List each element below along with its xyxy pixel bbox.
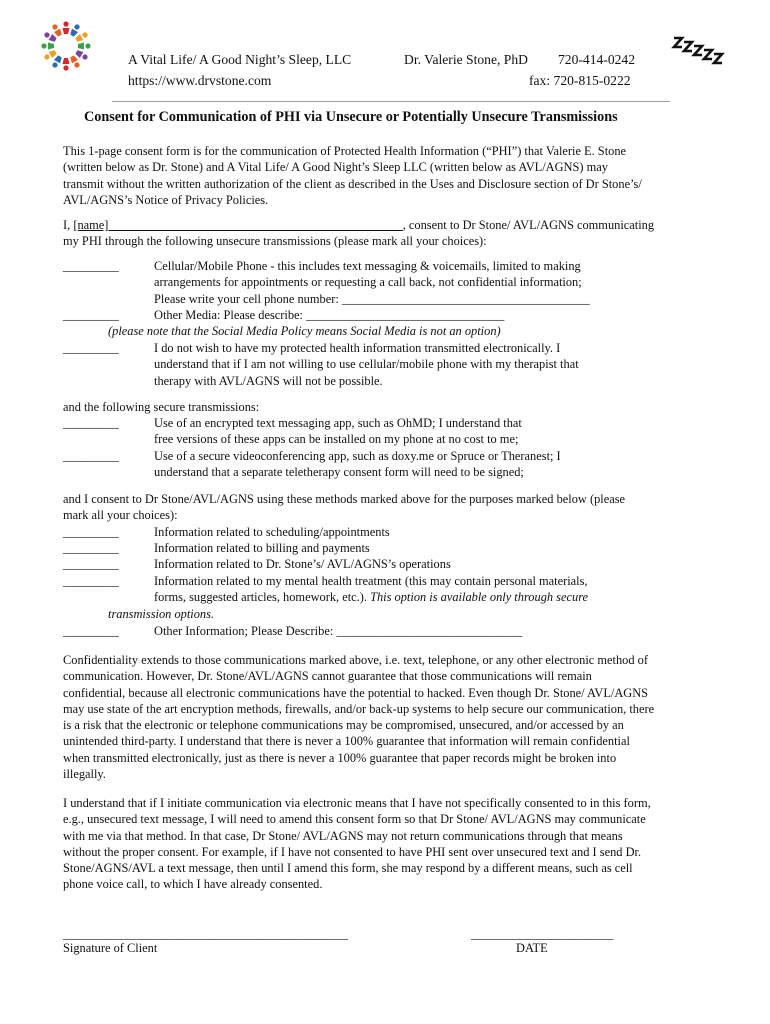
encrypted-app-checkbox[interactable]: _________ — [63, 416, 119, 430]
intro-line: (written below as Dr. Stone) and A Vital Life/ A Good Night’s Sleep LLC (written below as AVL/AGNS) may — [63, 160, 608, 175]
page-title: Consent for Communication of PHI via Unsecure or Potentially Unsecure Transmissions — [84, 109, 618, 125]
no-electronic-option — [154, 340, 579, 389]
option-line: free versions of these apps can be installed on my phone at no cost to me; — [154, 432, 519, 447]
option-line: Use of an encrypted text messaging app, such as OhMD; I understand that — [154, 416, 522, 430]
social-note-text: (please note that the Social Media Policy means Social Media is not an option) — [108, 324, 501, 338]
mental-health-option — [154, 573, 588, 606]
cell-phone-option — [154, 258, 590, 307]
purposes-line: mark all your choices): — [63, 508, 178, 523]
intro-line: This 1-page consent form is for the communication of Protected Health Information (“PHI”) that Valerie E. Stone — [63, 144, 627, 158]
logo-person-figure — [63, 58, 70, 71]
para-line: with me via that method. In that case, Dr Stone/ AVL/AGNS may not return communications through that means — [63, 828, 623, 843]
purposes-line: and I consent to Dr Stone/AVL/AGNS using these methods marked above for the purposes marked below (please — [63, 492, 626, 506]
no-electronic-checkbox[interactable]: _________ — [63, 341, 119, 355]
operations-option: Information related to Dr. Stone’s/ AVL/AGNS’s operations — [154, 557, 451, 571]
purposes-heading — [63, 491, 625, 524]
option-line: Information related to my mental health treatment (this may contain personal materials, — [154, 574, 588, 588]
social-media-note — [108, 323, 501, 339]
confidentiality-paragraph — [63, 652, 703, 782]
option-line: Cellular/Mobile Phone - this includes text messaging & voicemails, limited to making — [154, 259, 581, 273]
company-website[interactable]: https://www.drvstone.com — [128, 73, 272, 88]
other-info-field[interactable]: Other Information; Please Describe: ______________________________ — [154, 624, 523, 638]
option-line: understand that if I am not willing to use cellular/mobile phone with my therapist that — [154, 357, 579, 372]
para-line: illegally. — [63, 767, 106, 782]
videoconference-option — [154, 448, 561, 481]
option-line: therapy with AVL/AGNS will not be possible. — [154, 373, 383, 388]
encrypted-app-option — [154, 415, 522, 448]
billing-option: Information related to billing and payments — [154, 541, 370, 555]
signature-label: Signature of Client — [63, 941, 158, 955]
intro-line: transmit without the written authorization of the client as described in the Uses and Disclosure section of Dr Stone’s/ — [63, 176, 642, 191]
consent-prefix: I, — [63, 218, 74, 232]
para-line: confidential, because all electronic communications have the potential to hacked. Even though Dr. Stone/ AVL/AGNS — [63, 685, 649, 700]
logo-person-figure — [78, 43, 91, 50]
transmission-note — [108, 606, 214, 622]
option-line — [154, 589, 588, 605]
secure-only-note: This option is available only through secure — [370, 590, 589, 605]
secure-heading: and the following secure transmissions: — [63, 400, 260, 414]
logo-person-figure — [63, 21, 70, 34]
para-line: without the proper consent. For example, if I have not consented to have PHI sent over unsecured text and I send Dr. — [63, 844, 642, 859]
other-info-checkbox[interactable]: _________ — [63, 624, 119, 638]
intro-paragraph — [63, 143, 703, 208]
company-name: A Vital Life/ A Good Night’s Sleep, LLC — [128, 52, 352, 67]
other-media-checkbox[interactable]: _________ — [63, 308, 119, 322]
other-media-field[interactable]: Other Media: Please describe: ________________________________ — [154, 308, 505, 322]
people-circle-logo-icon — [40, 20, 92, 72]
zzz-sleep-icon — [668, 30, 728, 68]
company-logo — [40, 20, 92, 72]
fax-number: fax: 720-815-0222 — [529, 73, 631, 88]
transmission-note-text: transmission options. — [108, 607, 215, 621]
consent-suffix: , consent to Dr Stone/ AVL/AGNS communicating — [402, 218, 655, 232]
header-divider — [112, 101, 670, 102]
para-line: communication. However, Dr. Stone/AVL/AGNS cannot guarantee that those communications will remain — [63, 669, 592, 684]
para-line: Stone/AGNS/AVL a text message, then until I amend this form, she may respond by a different means, such as cell — [63, 861, 633, 876]
para-line: Confidentiality extends to those communications marked above, i.e. text, telephone, or any other electronic method of — [63, 653, 648, 667]
para-line: may use state of the art encryption methods, firewalls, and/or back-up systems to help secure our communication, there — [63, 701, 655, 716]
para-line: is a risk that the electronic or telephone communications may be compromised, unsecured, and/or accessed by an — [63, 718, 624, 733]
consent-statement — [63, 217, 654, 233]
cell-number-field[interactable]: Please write your cell phone number: ________________________________________ — [154, 291, 590, 306]
doctor-phone: 720-414-0242 — [558, 52, 636, 67]
cell-phone-checkbox[interactable]: _________ — [63, 259, 119, 273]
scheduling-option: Information related to scheduling/appointments — [154, 525, 390, 539]
scheduling-checkbox[interactable]: _________ — [63, 525, 119, 539]
signature-line[interactable]: ______________________________________________ — [63, 927, 348, 941]
para-line: unintended third-party. I understand that there is never a 100% guarantee that information will remain confidential — [63, 734, 630, 749]
mental-health-checkbox[interactable]: _________ — [63, 574, 119, 588]
para-line: I understand that if I initiate communication via electronic means that I have not specifically consented to in this form, — [63, 796, 651, 810]
date-label: DATE — [516, 941, 548, 955]
option-line: understand that a separate teletherapy consent form will need to be signed; — [154, 465, 524, 480]
option-line: I do not wish to have my protected health information transmitted electronically. I — [154, 341, 561, 355]
para-line: phone voice call, to which I have already consented. — [63, 877, 323, 892]
videoconference-checkbox[interactable]: _________ — [63, 449, 119, 463]
option-line: arrangements for appointments or requesting a call back, not confidential information; — [154, 275, 582, 290]
billing-checkbox[interactable]: _________ — [63, 541, 119, 555]
option-text: forms, suggested articles, homework, etc.). — [154, 590, 371, 605]
para-line: when transmitted electronically, just as there is never a 100% guarantee that paper records might be broken into — [63, 750, 617, 765]
consent-line-2: my PHI through the following unsecure transmissions (please mark all your choices): — [63, 234, 487, 248]
client-name-field[interactable]: [name] _______________________________________________ — [73, 218, 403, 232]
para-line: e.g., unsecured text message, I will need to amend this consent form so that Dr Stone/ AVL/AGNS may communicate — [63, 812, 646, 827]
date-line[interactable]: _______________________ — [471, 927, 614, 941]
intro-line: AVL/AGNS’s Notice of Privacy Policies. — [63, 192, 269, 207]
doctor-name: Dr. Valerie Stone, PhD — [404, 52, 528, 67]
initiate-paragraph — [63, 795, 703, 893]
logo-person-figure — [41, 43, 54, 50]
operations-checkbox[interactable]: _________ — [63, 557, 119, 571]
option-line: Use of a secure videoconferencing app, such as doxy.me or Spruce or Theranest; I — [154, 449, 561, 463]
